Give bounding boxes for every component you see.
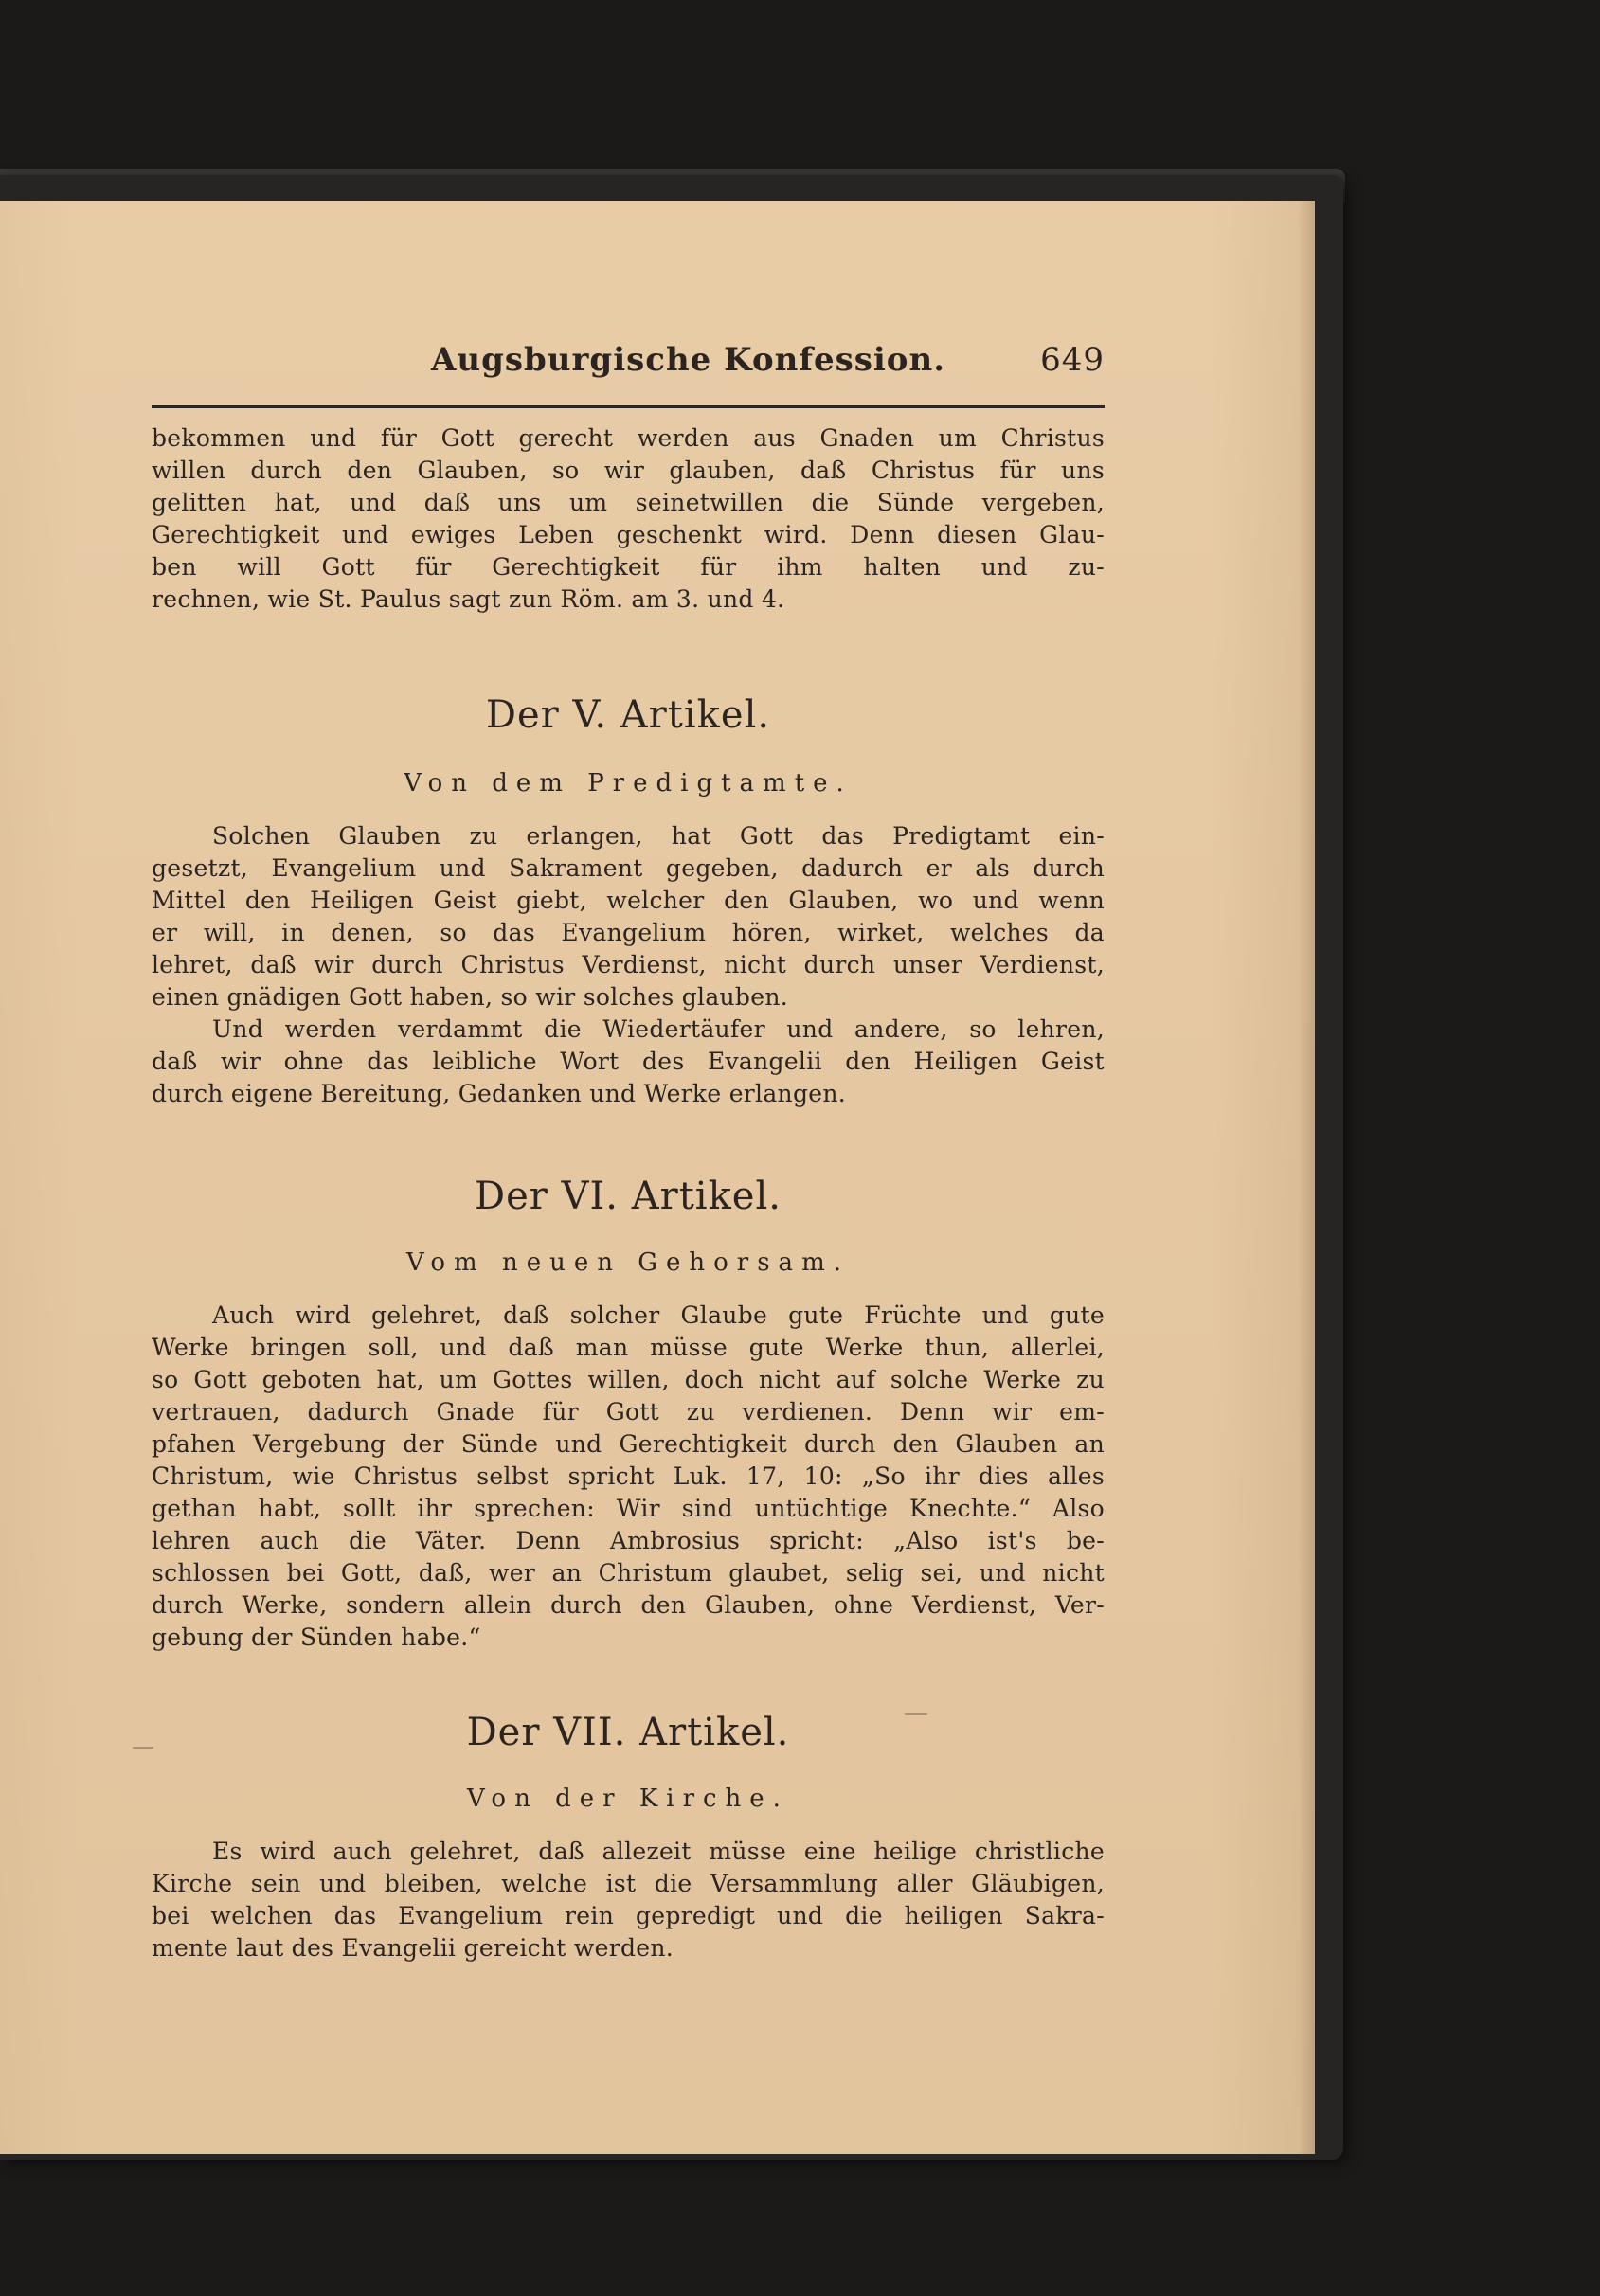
text-line: ben will Gott für Gerechtigkeit für ihm halten und zu-	[152, 553, 1105, 581]
text-line: so Gott geboten hat, um Gottes willen, doch nicht auf solche Werke zu	[152, 1366, 1105, 1393]
article-7-paragraph-1	[152, 1836, 1105, 1964]
print-mark	[905, 1713, 927, 1715]
text-line: Gerechtigkeit und ewiges Leben geschenkt wird. Denn diesen Glau-	[152, 521, 1105, 548]
text-line: mente laut des Evangelii gereicht werden.	[152, 1934, 674, 1962]
running-title: Augsburgische Konfession.	[431, 341, 946, 379]
article-5-subtitle: Von dem Predigtamte.	[404, 769, 853, 798]
text-line: durch eigene Bereitung, Gedanken und Werke erlangen.	[152, 1080, 846, 1107]
print-mark	[133, 1747, 153, 1749]
page-number: 649	[1040, 341, 1105, 379]
text-line: daß wir ohne das leibliche Wort des Evangelii den Heiligen Geist	[152, 1048, 1105, 1075]
text-line: Es wird auch gelehret, daß allezeit müsse eine heilige christliche	[212, 1838, 1105, 1865]
intro-paragraph	[152, 422, 1105, 616]
text-line: vertrauen, dadurch Gnade für Gott zu verdienen. Denn wir em-	[152, 1398, 1105, 1426]
text-line: Christum, wie Christus selbst spricht Luk. 17, 10: „So ihr dies alles	[152, 1462, 1105, 1490]
text-line: durch Werke, sondern allein durch den Glauben, ohne Verdienst, Ver-	[152, 1591, 1105, 1619]
text-line: Kirche sein und bleiben, welche ist die Versammlung aller Gläubigen,	[152, 1870, 1105, 1897]
text-line: Mittel den Heiligen Geist giebt, welcher den Glauben, wo und wenn	[152, 887, 1105, 914]
article-6-subtitle: Vom neuen Gehorsam.	[406, 1248, 850, 1277]
article-6-paragraph-1	[152, 1300, 1105, 1654]
text-line: lehret, daß wir durch Christus Verdienst, nicht durch unser Verdienst,	[152, 951, 1105, 978]
text-line: willen durch den Glauben, so wir glauben, daß Christus für uns	[152, 457, 1105, 484]
text-line: er will, in denen, so das Evangelium hören, wirket, welches da	[152, 919, 1105, 946]
running-head	[152, 341, 1105, 388]
header-rule	[152, 405, 1105, 408]
article-6-title: Der VI. Artikel.	[475, 1175, 782, 1218]
text-line: Auch wird gelehret, daß solcher Glaube gute Früchte und gute	[212, 1301, 1105, 1329]
text-line: Solchen Glauben zu erlangen, hat Gott das Predigtamt ein-	[212, 822, 1105, 850]
text-line: bei welchen das Evangelium rein gepredigt und die heiligen Sakra-	[152, 1902, 1105, 1929]
text-line: gethan habt, sollt ihr sprechen: Wir sind untüchtige Knechte.“ Also	[152, 1495, 1105, 1522]
text-line: gelitten hat, und daß uns um seinetwillen die Sünde vergeben,	[152, 489, 1105, 516]
book-page	[0, 201, 1315, 2154]
article-5-paragraph-2	[152, 1013, 1105, 1110]
article-7-subtitle: Von der Kirche.	[467, 1785, 789, 1813]
text-line: rechnen, wie St. Paulus sagt zun Röm. am 3. und 4.	[152, 585, 785, 613]
article-7-title: Der VII. Artikel.	[466, 1711, 790, 1754]
text-line: gesetzt, Evangelium und Sakrament gegeben, dadurch er als durch	[152, 854, 1105, 882]
text-line: schlossen bei Gott, daß, wer an Christum glaubet, selig sei, und nicht	[152, 1559, 1105, 1587]
text-line: pfahen Vergebung der Sünde und Gerechtigkeit durch den Glauben an	[152, 1430, 1105, 1458]
text-line: bekommen und für Gott gerecht werden aus Gnaden um Christus	[152, 424, 1105, 452]
text-line: gebung der Sünden habe.“	[152, 1623, 481, 1651]
page-gutter-shadow	[1298, 201, 1315, 2154]
text-line: Werke bringen soll, und daß man müsse gute Werke thun, allerlei,	[152, 1334, 1105, 1361]
article-5-title: Der V. Artikel.	[485, 693, 771, 737]
text-line: einen gnädigen Gott haben, so wir solches glauben.	[152, 983, 788, 1011]
text-line: lehren auch die Väter. Denn Ambrosius spricht: „Also ist's be-	[152, 1527, 1105, 1554]
text-line: Und werden verdammt die Wiedertäufer und andere, so lehren,	[212, 1015, 1105, 1043]
article-5-paragraph-1	[152, 820, 1105, 1013]
